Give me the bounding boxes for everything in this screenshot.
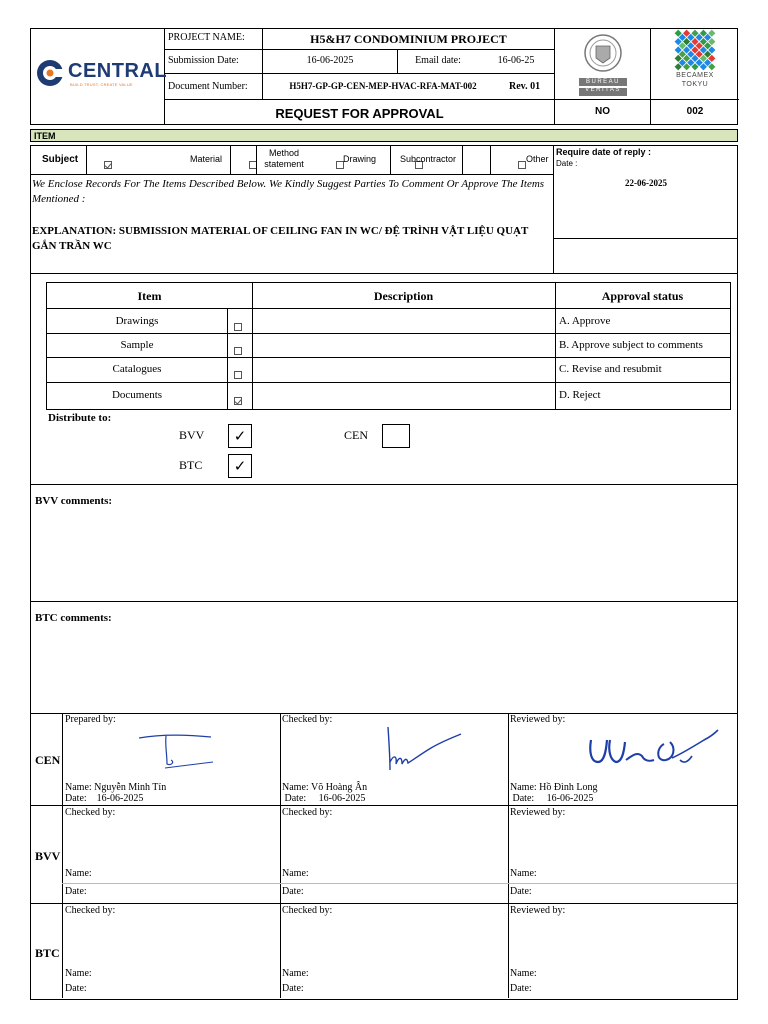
distribute-cen-checkbox[interactable]: [382, 424, 410, 448]
btc-name-3: Name:: [510, 968, 537, 979]
subject-row: [30, 145, 554, 175]
cen-checked-name: Name: Võ Hoàng Ân: [282, 782, 368, 793]
btc-comments-label: BTC comments:: [35, 612, 112, 624]
submission-date-row: [165, 50, 554, 74]
reply-date-value: 22-06-2025: [625, 178, 667, 188]
item-checkbox-drawings[interactable]: [234, 323, 242, 331]
signature-table: [30, 714, 738, 1000]
submission-date-value: 16-06-2025: [263, 50, 398, 74]
bvv-comments-box[interactable]: [30, 484, 738, 602]
item-cell: Sample: [120, 339, 154, 351]
material-label: Material: [190, 154, 223, 164]
btc-comments-box[interactable]: [30, 602, 738, 714]
cen-reviewed-date: Date: 16-06-2025: [510, 793, 594, 804]
cen-prepared-by: Prepared by:: [65, 714, 116, 725]
enclose-text: We Enclose Records For The Items Described Below. We Kindly Suggest Parties To Comment Or Approve The Items Mentioned :: [32, 178, 545, 205]
cen-prepared-name: Name: Nguyễn Minh Tín: [65, 782, 167, 793]
items-table-header: [47, 283, 730, 309]
cen-reviewed-name: Name: Hồ Đình Long: [510, 782, 598, 793]
item-checkbox-sample[interactable]: [234, 347, 242, 355]
subject-label: Subject: [42, 154, 79, 165]
distribute-bvv-label: BVV: [179, 428, 205, 442]
btc-row-label: BTC: [35, 946, 60, 960]
cen-reviewed-by: Reviewed by:: [510, 714, 566, 725]
bvv-date-3: Date:: [510, 886, 532, 897]
distribute-cen-label: CEN: [344, 428, 368, 442]
btc-date-3: Date:: [510, 983, 532, 994]
subcontractor-checkbox[interactable]: [518, 161, 526, 169]
bvv-row-label: BVV: [35, 849, 61, 863]
bvv-date-1: Date:: [65, 886, 87, 897]
distribute-bvv-checkbox[interactable]: ✓: [228, 424, 252, 448]
method-statement-label: [264, 148, 304, 170]
items-table: [46, 282, 731, 410]
item-checkbox-catalogues[interactable]: [234, 371, 242, 379]
project-name-label: PROJECT NAME:: [165, 28, 263, 50]
explanation-text: EXPLANATION: SUBMISSION MATERIAL OF CEILING FAN IN WC/ ĐỆ TRÌNH VẬT LIỆU QUẠT GẮN TRẦN WC: [32, 225, 529, 252]
bvv-date-2: Date:: [282, 886, 304, 897]
company-name: CENTRAL: [68, 60, 168, 82]
method-statement-line1: Method: [268, 148, 300, 158]
bvv-checked-by-1: Checked by:: [65, 807, 116, 818]
item-cell: Documents: [111, 389, 163, 401]
table-row: [47, 309, 730, 334]
bvv-name-3: Name:: [510, 868, 537, 879]
project-name-row: [165, 28, 554, 50]
btc-checked-by-1: Checked by:: [65, 905, 116, 916]
form-title: REQUEST FOR APPROVAL: [275, 106, 444, 121]
signature-checked-icon: [371, 722, 471, 777]
col-item-header: Item: [137, 289, 162, 303]
project-name-value: H5&H7 CONDOMINIUM PROJECT: [310, 32, 507, 46]
subcontractor-label: Subcontractor: [400, 154, 457, 164]
btc-name-1: Name:: [65, 968, 92, 979]
enclose-area: [30, 175, 554, 274]
btc-date-2: Date:: [282, 983, 304, 994]
item-checkbox-documents[interactable]: [234, 397, 242, 405]
btc-checked-by-2: Checked by:: [282, 905, 333, 916]
status-cell: B. Approve subject to comments: [559, 339, 703, 351]
email-date-label: Email date:: [415, 55, 461, 66]
status-cell: D. Reject: [559, 389, 601, 401]
col-description-header: Description: [373, 289, 434, 303]
other-label: Other: [526, 154, 549, 164]
bvv-comments-label: BVV comments:: [35, 495, 113, 507]
table-row: [47, 383, 730, 409]
status-cell: C. Revise and resubmit: [559, 363, 662, 375]
cen-row-label: CEN: [35, 753, 61, 767]
reply-date-label: Date :: [556, 159, 578, 168]
central-logo: [30, 28, 168, 125]
distribute-btc-checkbox[interactable]: ✓: [228, 454, 252, 478]
reply-area: [554, 145, 738, 274]
document-number-value: H5H7-GP-GP-CEN-MEP-HVAC-RFA-MAT-002: [289, 81, 477, 91]
item-cell: Drawings: [115, 315, 159, 327]
email-date-value: 16-06-25: [497, 55, 535, 66]
document-number-label: Document Number:: [165, 74, 263, 100]
reply-label: Require date of reply :: [556, 147, 652, 157]
drawing-label: Drawing: [343, 154, 377, 164]
signature-prepared-icon: [131, 724, 221, 779]
item-cell: Catalogues: [112, 363, 162, 375]
cen-prepared-date: Date: 16-06-2025: [65, 793, 144, 804]
btc-date-1: Date:: [65, 983, 87, 994]
bvv-name-2: Name:: [282, 868, 309, 879]
bvv-name-1: Name:: [65, 868, 92, 879]
becamex-line1: BECAMEX: [676, 72, 714, 79]
cen-checked-date: Date: 16-06-2025: [282, 793, 366, 804]
bvv-checked-by-2: Checked by:: [282, 807, 333, 818]
becamex-logo: [651, 28, 739, 100]
company-tagline: BUILD TRUST, CREATE VALUE: [70, 82, 133, 87]
no-label: NO: [555, 100, 651, 125]
method-statement-line2: statement: [264, 159, 304, 169]
subject-checkbox[interactable]: [104, 161, 112, 169]
status-cell: A. Approve: [559, 315, 611, 327]
bvv-reviewed-by: Reviewed by:: [510, 807, 566, 818]
document-number-row: [165, 74, 554, 100]
table-row: [47, 358, 730, 383]
col-status-header: Approval status: [601, 289, 684, 303]
rev-value: Rev. 01: [509, 81, 541, 92]
document-page: [30, 28, 738, 1000]
submission-date-label: Submission Date:: [165, 50, 263, 74]
table-row: [47, 334, 730, 358]
btc-reviewed-by: Reviewed by:: [510, 905, 566, 916]
btc-name-2: Name:: [282, 968, 309, 979]
signature-reviewed-icon: [586, 722, 726, 782]
becamex-icon: [651, 28, 739, 78]
bureau-veritas-logo: [555, 28, 651, 100]
distribute-btc-label: BTC: [179, 458, 203, 472]
no-value: 002: [686, 106, 704, 117]
bureau-veritas-text: BUREAU VERITAS: [585, 79, 621, 93]
becamex-line2: TOKYU: [681, 81, 709, 88]
item-bar: ITEM: [30, 129, 738, 142]
cen-checked-by: Checked by:: [282, 714, 333, 725]
partner-logos: [554, 28, 738, 125]
distribute-label: Distribute to:: [48, 412, 112, 424]
